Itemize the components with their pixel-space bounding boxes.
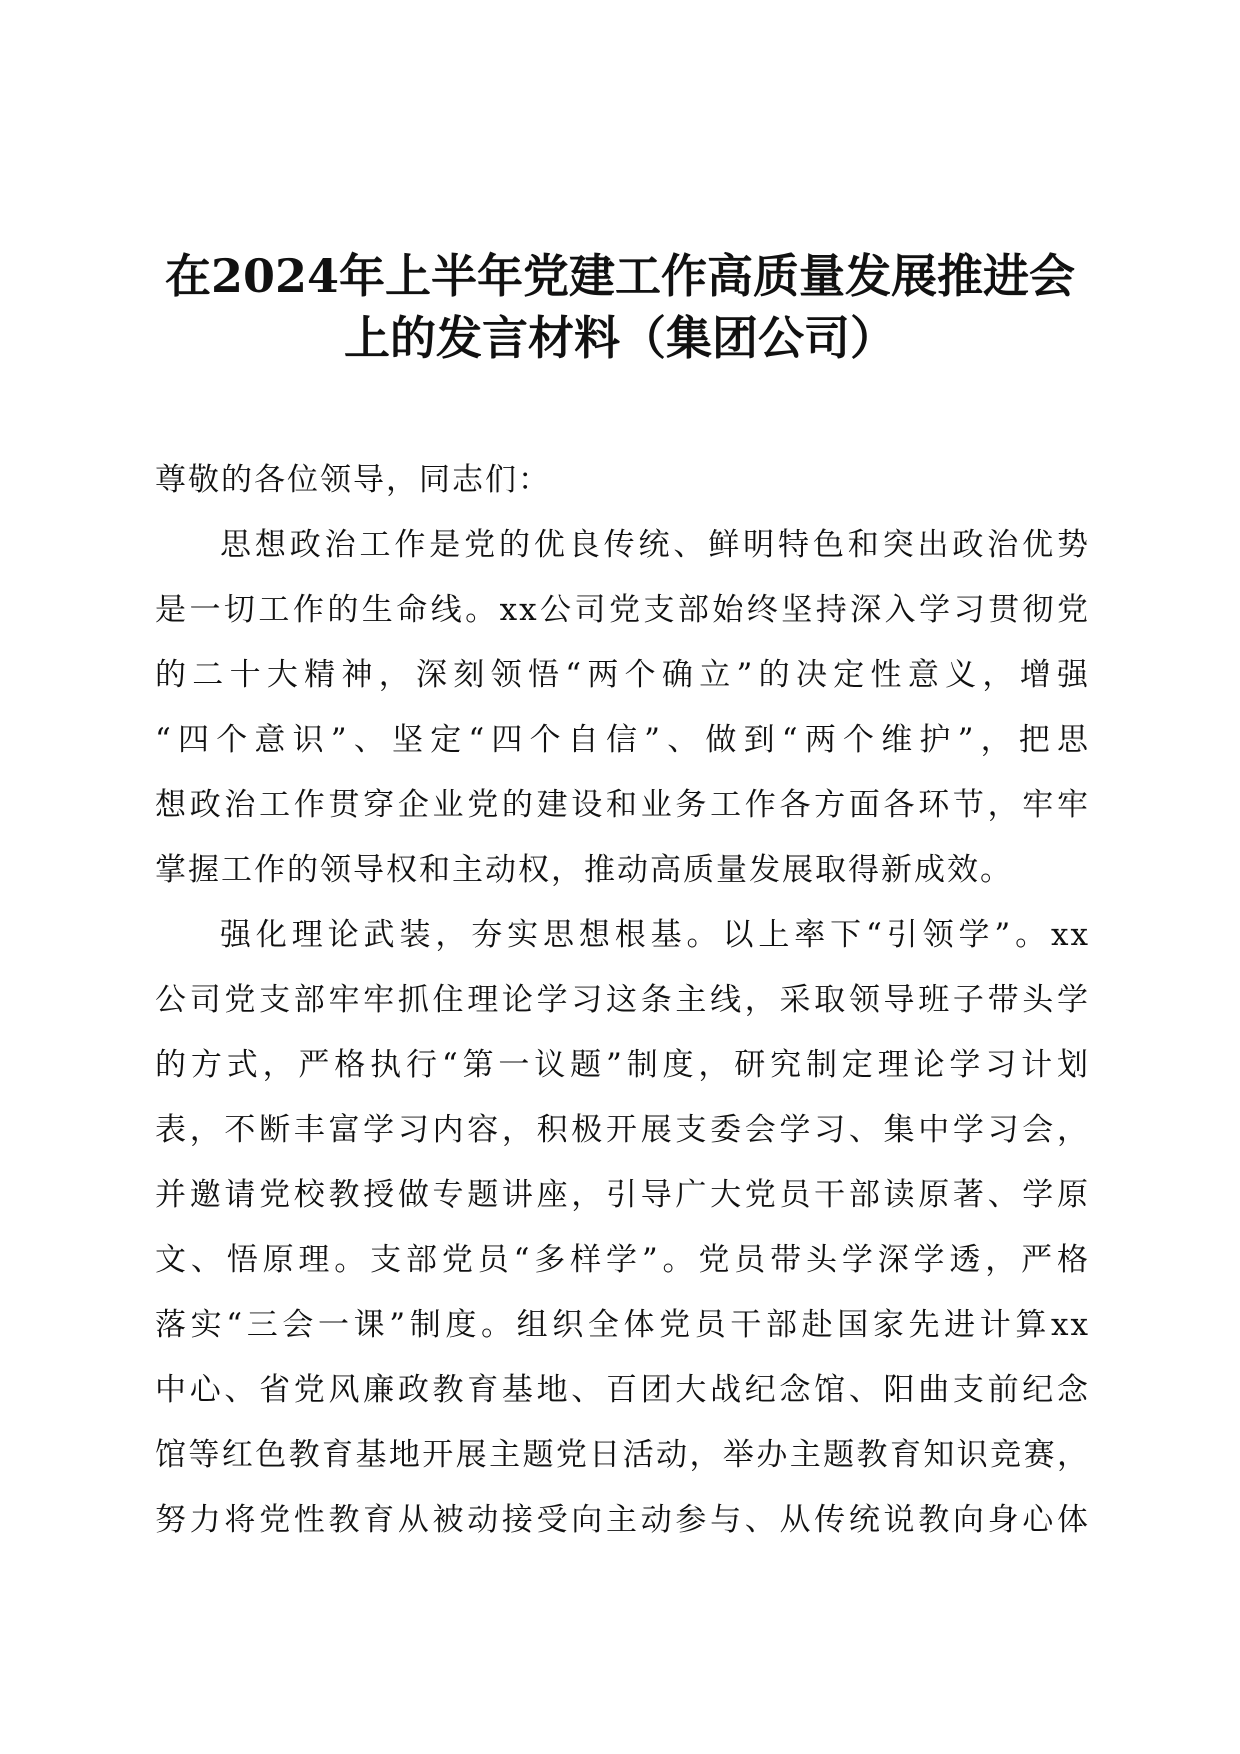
paragraph-line: 中心、省党风廉政教育基地、百团大战纪念馆、阳曲支前纪念 <box>155 1372 1090 1408</box>
paragraph-line: 的方式，严格执行“第一议题”制度，研究制定理论学习计划 <box>155 1047 1090 1083</box>
title-line-1: 在2024年上半年党建工作高质量发展推进会 <box>164 249 1076 303</box>
paragraph-line: 掌握工作的领导权和主动权，推动高质量发展取得新成效。 <box>155 852 1013 888</box>
paragraph-line: 落实“三会一课”制度。组织全体党员干部赴国家先进计算xx <box>155 1307 1090 1343</box>
paragraph-line: 并邀请党校教授做专题讲座，引导广大党员干部读原著、学原 <box>155 1177 1090 1213</box>
paragraph-line: 思想政治工作是党的优良传统、鲜明特色和突出政治优势 <box>220 527 1090 563</box>
document-body <box>155 448 1090 1553</box>
paragraph-1 <box>155 513 1090 903</box>
paragraph-line: 想政治工作贯穿企业党的建设和业务工作各方面各环节，牢牢 <box>155 787 1090 823</box>
paragraph-line: 努力将党性教育从被动接受向主动参与、从传统说教向身心体 <box>155 1502 1090 1538</box>
paragraph-line: 文、悟原理。支部党员“多样学”。党员带头学深学透，严格 <box>155 1242 1090 1278</box>
paragraph-line: 强化理论武装，夯实思想根基。以上率下“引领学”。xx <box>220 917 1090 953</box>
paragraph-line: 是一切工作的生命线。xx公司党支部始终坚持深入学习贯彻党 <box>155 592 1090 628</box>
paragraph-line: 公司党支部牢牢抓住理论学习这条主线，采取领导班子带头学 <box>155 982 1090 1018</box>
paragraph-line: 的二十大精神，深刻领悟“两个确立”的决定性意义，增强 <box>155 657 1090 693</box>
paragraph-2 <box>155 903 1090 1553</box>
paragraph-line: 表，不断丰富学习内容，积极开展支委会学习、集中学习会， <box>155 1112 1090 1148</box>
paragraph-line: 馆等红色教育基地开展主题党日活动，举办主题教育知识竞赛， <box>155 1437 1090 1473</box>
paragraph-line: “四个意识”、坚定“四个自信”、做到“两个维护”，把思 <box>155 722 1090 758</box>
title-line-2: 上的发言材料（集团公司） <box>344 311 896 365</box>
salutation: 尊敬的各位领导，同志们： <box>155 462 551 498</box>
document-title <box>120 245 1120 369</box>
